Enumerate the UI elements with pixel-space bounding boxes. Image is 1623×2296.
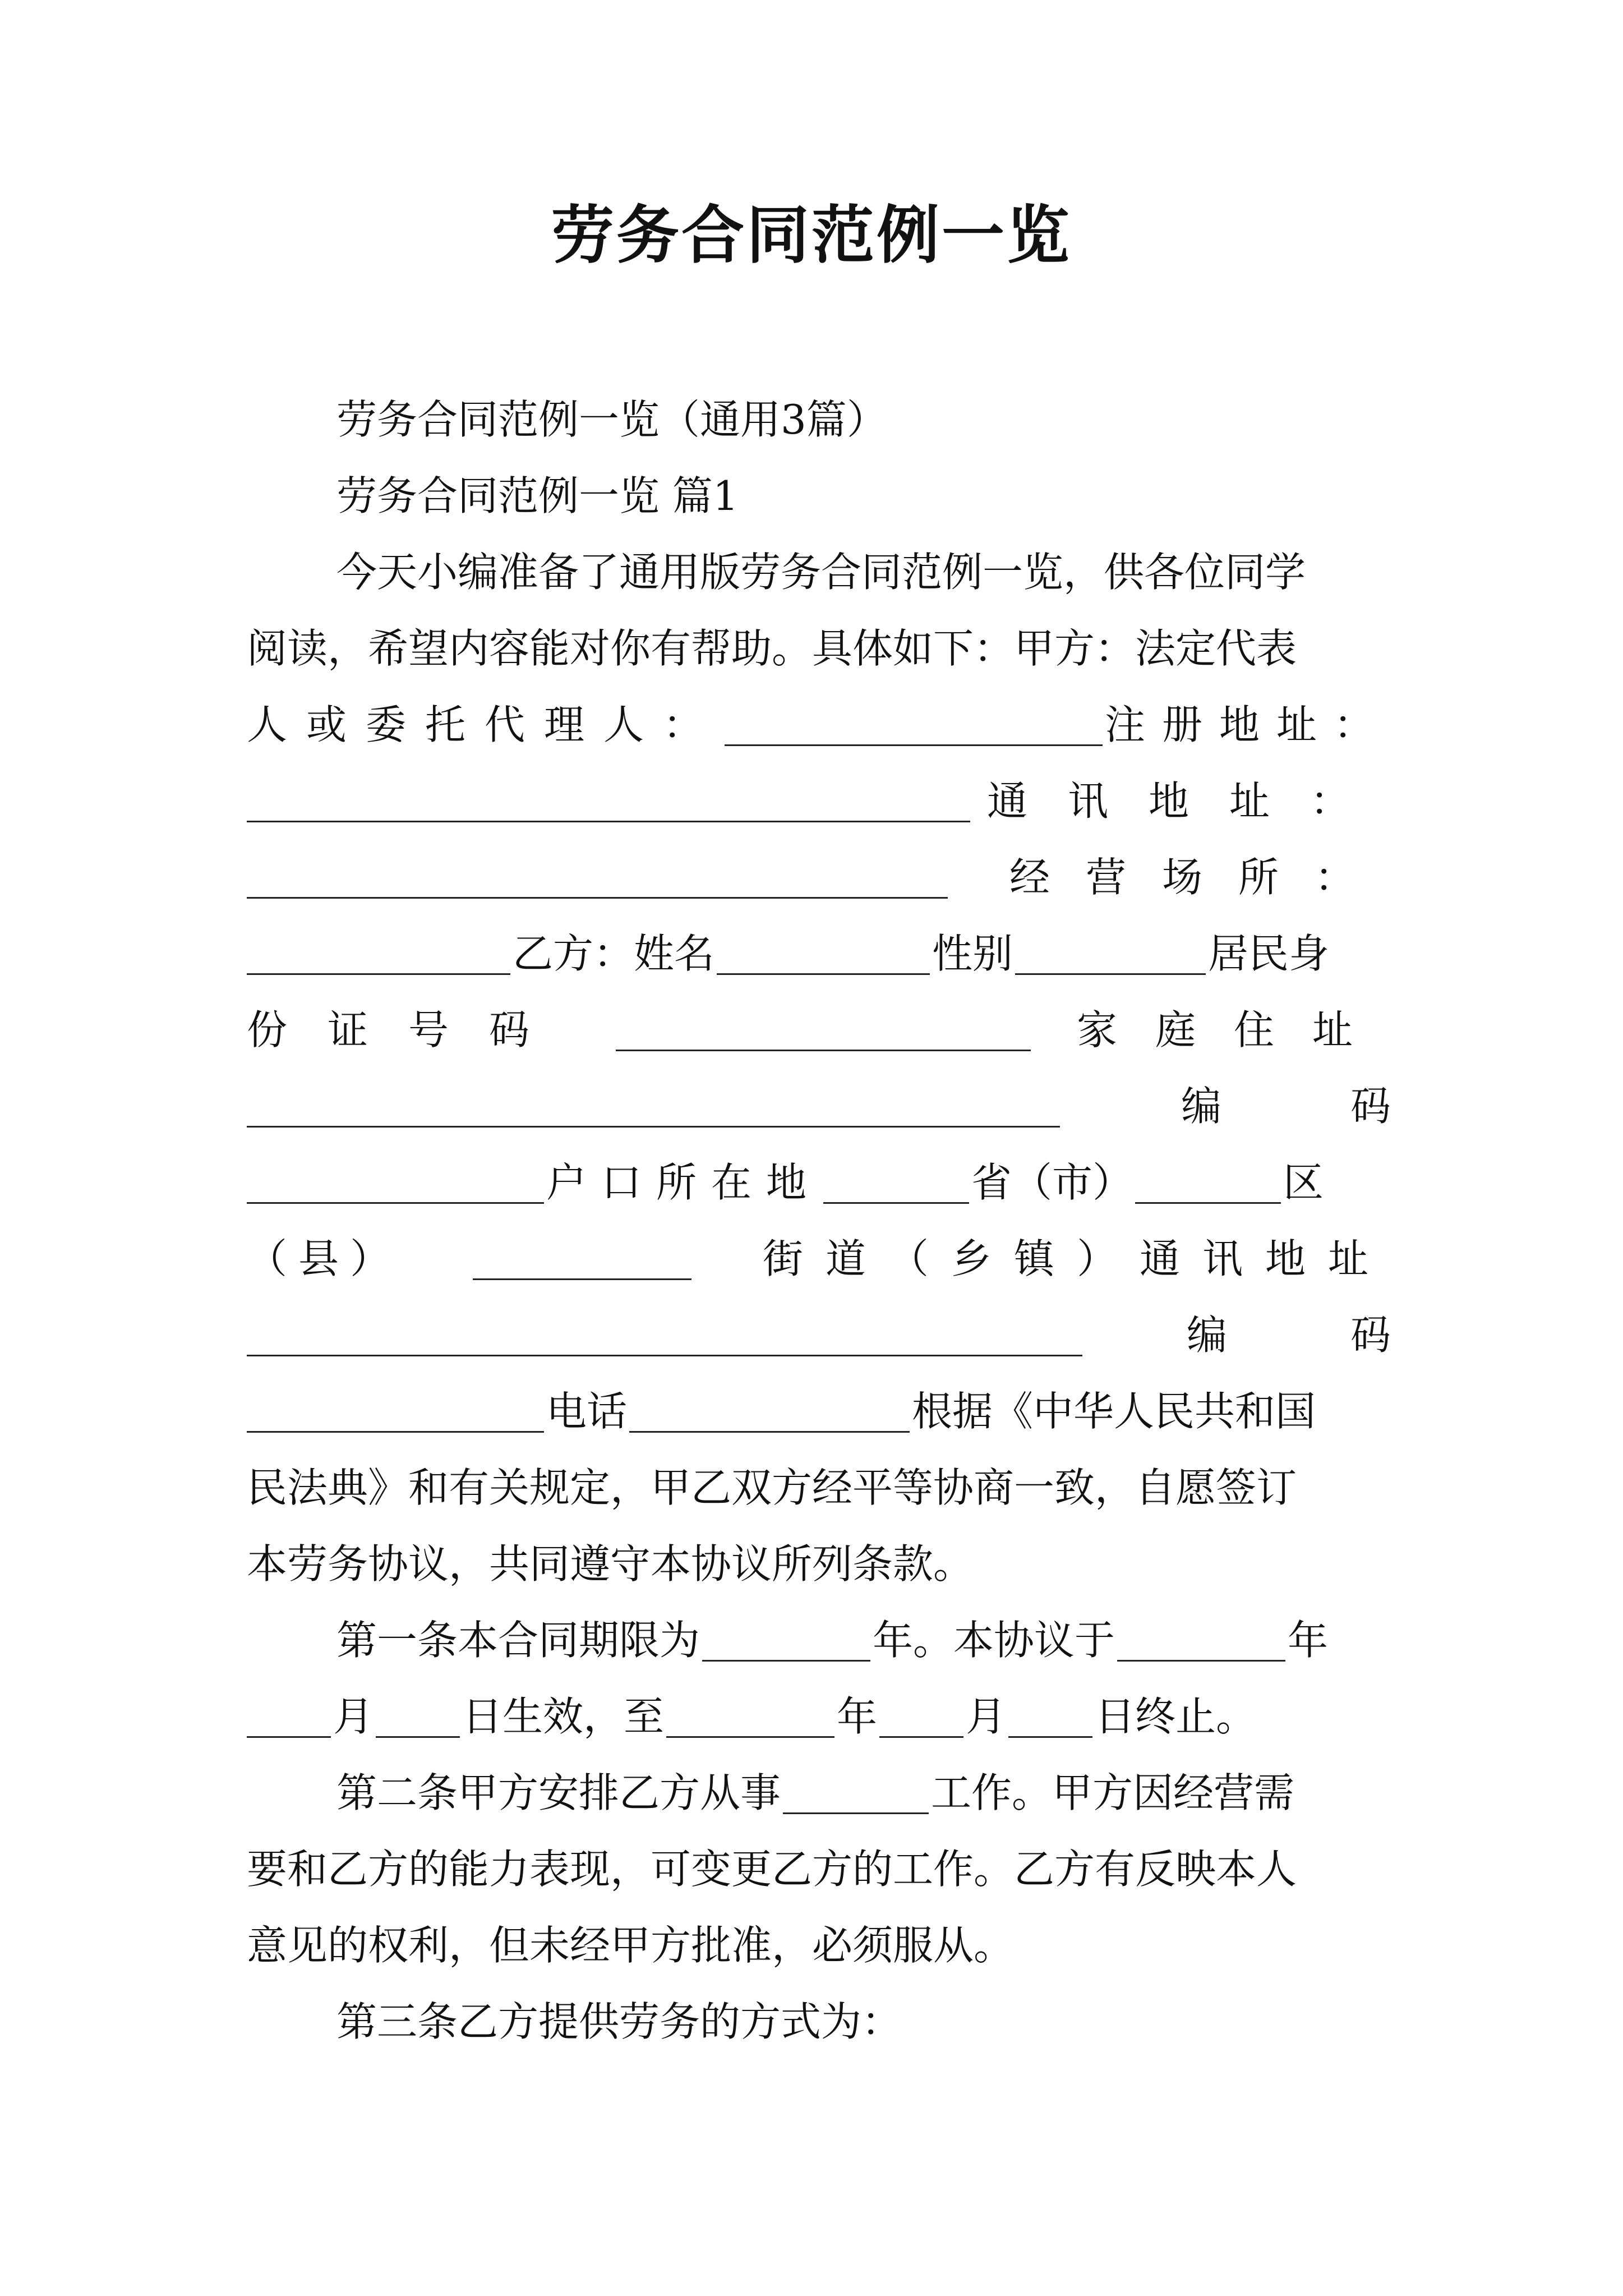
document-body — [247, 381, 1520, 2060]
preamble-text-1: 民法典》和有关规定，甲乙双方经平等协商一致，自愿签订 — [247, 1464, 1297, 1511]
article1-line-1 — [247, 1602, 1391, 1678]
intro-line-1 — [247, 534, 1391, 610]
section-heading: 劳务合同范例一览 篇1 — [336, 472, 739, 519]
county-line — [247, 1221, 1391, 1297]
phone-label: 电话 — [546, 1388, 628, 1435]
postcode2-blank[interactable] — [247, 1423, 544, 1433]
mailing-address-line — [247, 763, 1391, 839]
postcode2-label: 编码 — [1186, 1312, 1514, 1359]
county-label: （县） — [247, 1235, 402, 1282]
id-number-line — [247, 992, 1391, 1068]
start-year-label: 年 — [1288, 1617, 1329, 1664]
mailing-address-label: 通讯地址： — [986, 777, 1391, 825]
legal-rep-line — [247, 687, 1391, 763]
postcode-label: 编码 — [1181, 1083, 1520, 1130]
hukou-label: 户口所在地 — [546, 1159, 822, 1206]
province-label: 省（市） — [971, 1159, 1133, 1206]
id-number-label: 份证号码 — [247, 1006, 570, 1053]
hukou-line — [247, 1144, 1391, 1221]
job-blank[interactable] — [783, 1805, 929, 1814]
gender-blank[interactable] — [1015, 965, 1206, 975]
mailing-address-blank[interactable] — [247, 889, 948, 899]
preamble-line-1 — [247, 1450, 1391, 1526]
street-label: 街道（乡镇）通讯地址 — [762, 1235, 1391, 1282]
preamble-line-2 — [247, 1526, 1391, 1602]
article3-text-a: 第三条乙方提供劳务的方式为： — [336, 1998, 902, 2045]
phone-line — [247, 1373, 1391, 1450]
start-day-blank[interactable] — [376, 1728, 460, 1738]
document-title: 劳务合同范例一览 — [551, 199, 1072, 272]
article2-text-b: 工作。甲方因经营需 — [931, 1769, 1295, 1816]
business-premises-label: 经营场所： — [1009, 854, 1391, 901]
phone-blank[interactable] — [629, 1423, 910, 1433]
hukou-blank[interactable] — [823, 1194, 969, 1204]
subtitle: 劳务合同范例一览（通用3篇） — [336, 396, 887, 443]
business-premises-line — [247, 839, 1391, 915]
end-year-blank[interactable] — [666, 1728, 834, 1738]
end-month-label: 月 — [966, 1693, 1007, 1740]
business-premises-blank[interactable] — [247, 965, 510, 975]
article2-line-3 — [247, 1907, 1391, 1984]
start-month-label: 月 — [333, 1693, 374, 1740]
start-year-blank[interactable] — [1117, 1652, 1285, 1662]
party-b-label: 乙方：姓名 — [513, 930, 715, 977]
party-b-line — [247, 915, 1391, 992]
legal-rep-blank[interactable] — [725, 737, 1103, 746]
section-heading-line — [247, 458, 1391, 534]
id-number-blank[interactable] — [616, 1042, 1031, 1051]
postcode-line — [247, 1068, 1520, 1144]
gender-label: 性别 — [932, 930, 1013, 977]
article2-text-a: 第二条甲方安排乙方从事 — [336, 1769, 781, 1816]
intro-text-2: 阅读，希望内容能对你有帮助。具体如下：甲方：法定代表 — [247, 625, 1297, 672]
preamble-text-2: 本劳务协议，共同遵守本协议所列条款。 — [247, 1540, 974, 1588]
article2-text-d: 意见的权利，但未经甲方批准，必须服从。 — [247, 1922, 1015, 1969]
end-year-label: 年 — [837, 1693, 878, 1740]
article2-text-c: 要和乙方的能力表现，可变更乙方的工作。乙方有反映本人 — [247, 1846, 1297, 1893]
article1-line-2 — [247, 1678, 1391, 1755]
registered-address-blank[interactable] — [247, 813, 970, 822]
home-address-label: 家庭住址 — [1076, 1006, 1391, 1053]
article1-start-label: 年。本协议于 — [873, 1617, 1115, 1664]
article3-line-1 — [247, 1984, 1391, 2060]
postcode2-line — [247, 1297, 1514, 1373]
intro-line-2 — [247, 610, 1391, 687]
home-address-blank[interactable] — [247, 1118, 1060, 1128]
intro-text-1: 今天小编准备了通用版劳务合同范例一览，供各位同学 — [336, 549, 1306, 596]
end-day-label: 日终止。 — [1095, 1693, 1257, 1740]
name-blank[interactable] — [717, 965, 930, 975]
id-prefix-label: 居民身 — [1208, 930, 1330, 977]
article2-line-1 — [247, 1755, 1391, 1831]
district-label: 区 — [1283, 1159, 1324, 1206]
registered-address-label: 注册地址： — [1104, 701, 1391, 748]
subtitle-line — [247, 381, 1391, 458]
term-years-blank[interactable] — [702, 1652, 870, 1662]
county-blank[interactable] — [473, 1271, 691, 1280]
article2-line-2 — [247, 1831, 1391, 1907]
basis-label: 根据《中华人民共和国 — [912, 1388, 1316, 1435]
article1-term-label: 第一条本合同期限为 — [336, 1617, 700, 1664]
start-month-blank[interactable] — [247, 1728, 331, 1738]
province-blank[interactable] — [1135, 1194, 1281, 1204]
end-month-blank[interactable] — [879, 1728, 963, 1738]
start-day-label: 日生效，至 — [462, 1693, 665, 1740]
legal-rep-label: 人或委托代理人： — [247, 701, 723, 748]
postcode-blank[interactable] — [247, 1194, 544, 1204]
mail-address-blank[interactable] — [247, 1347, 1082, 1356]
end-day-blank[interactable] — [1008, 1728, 1092, 1738]
